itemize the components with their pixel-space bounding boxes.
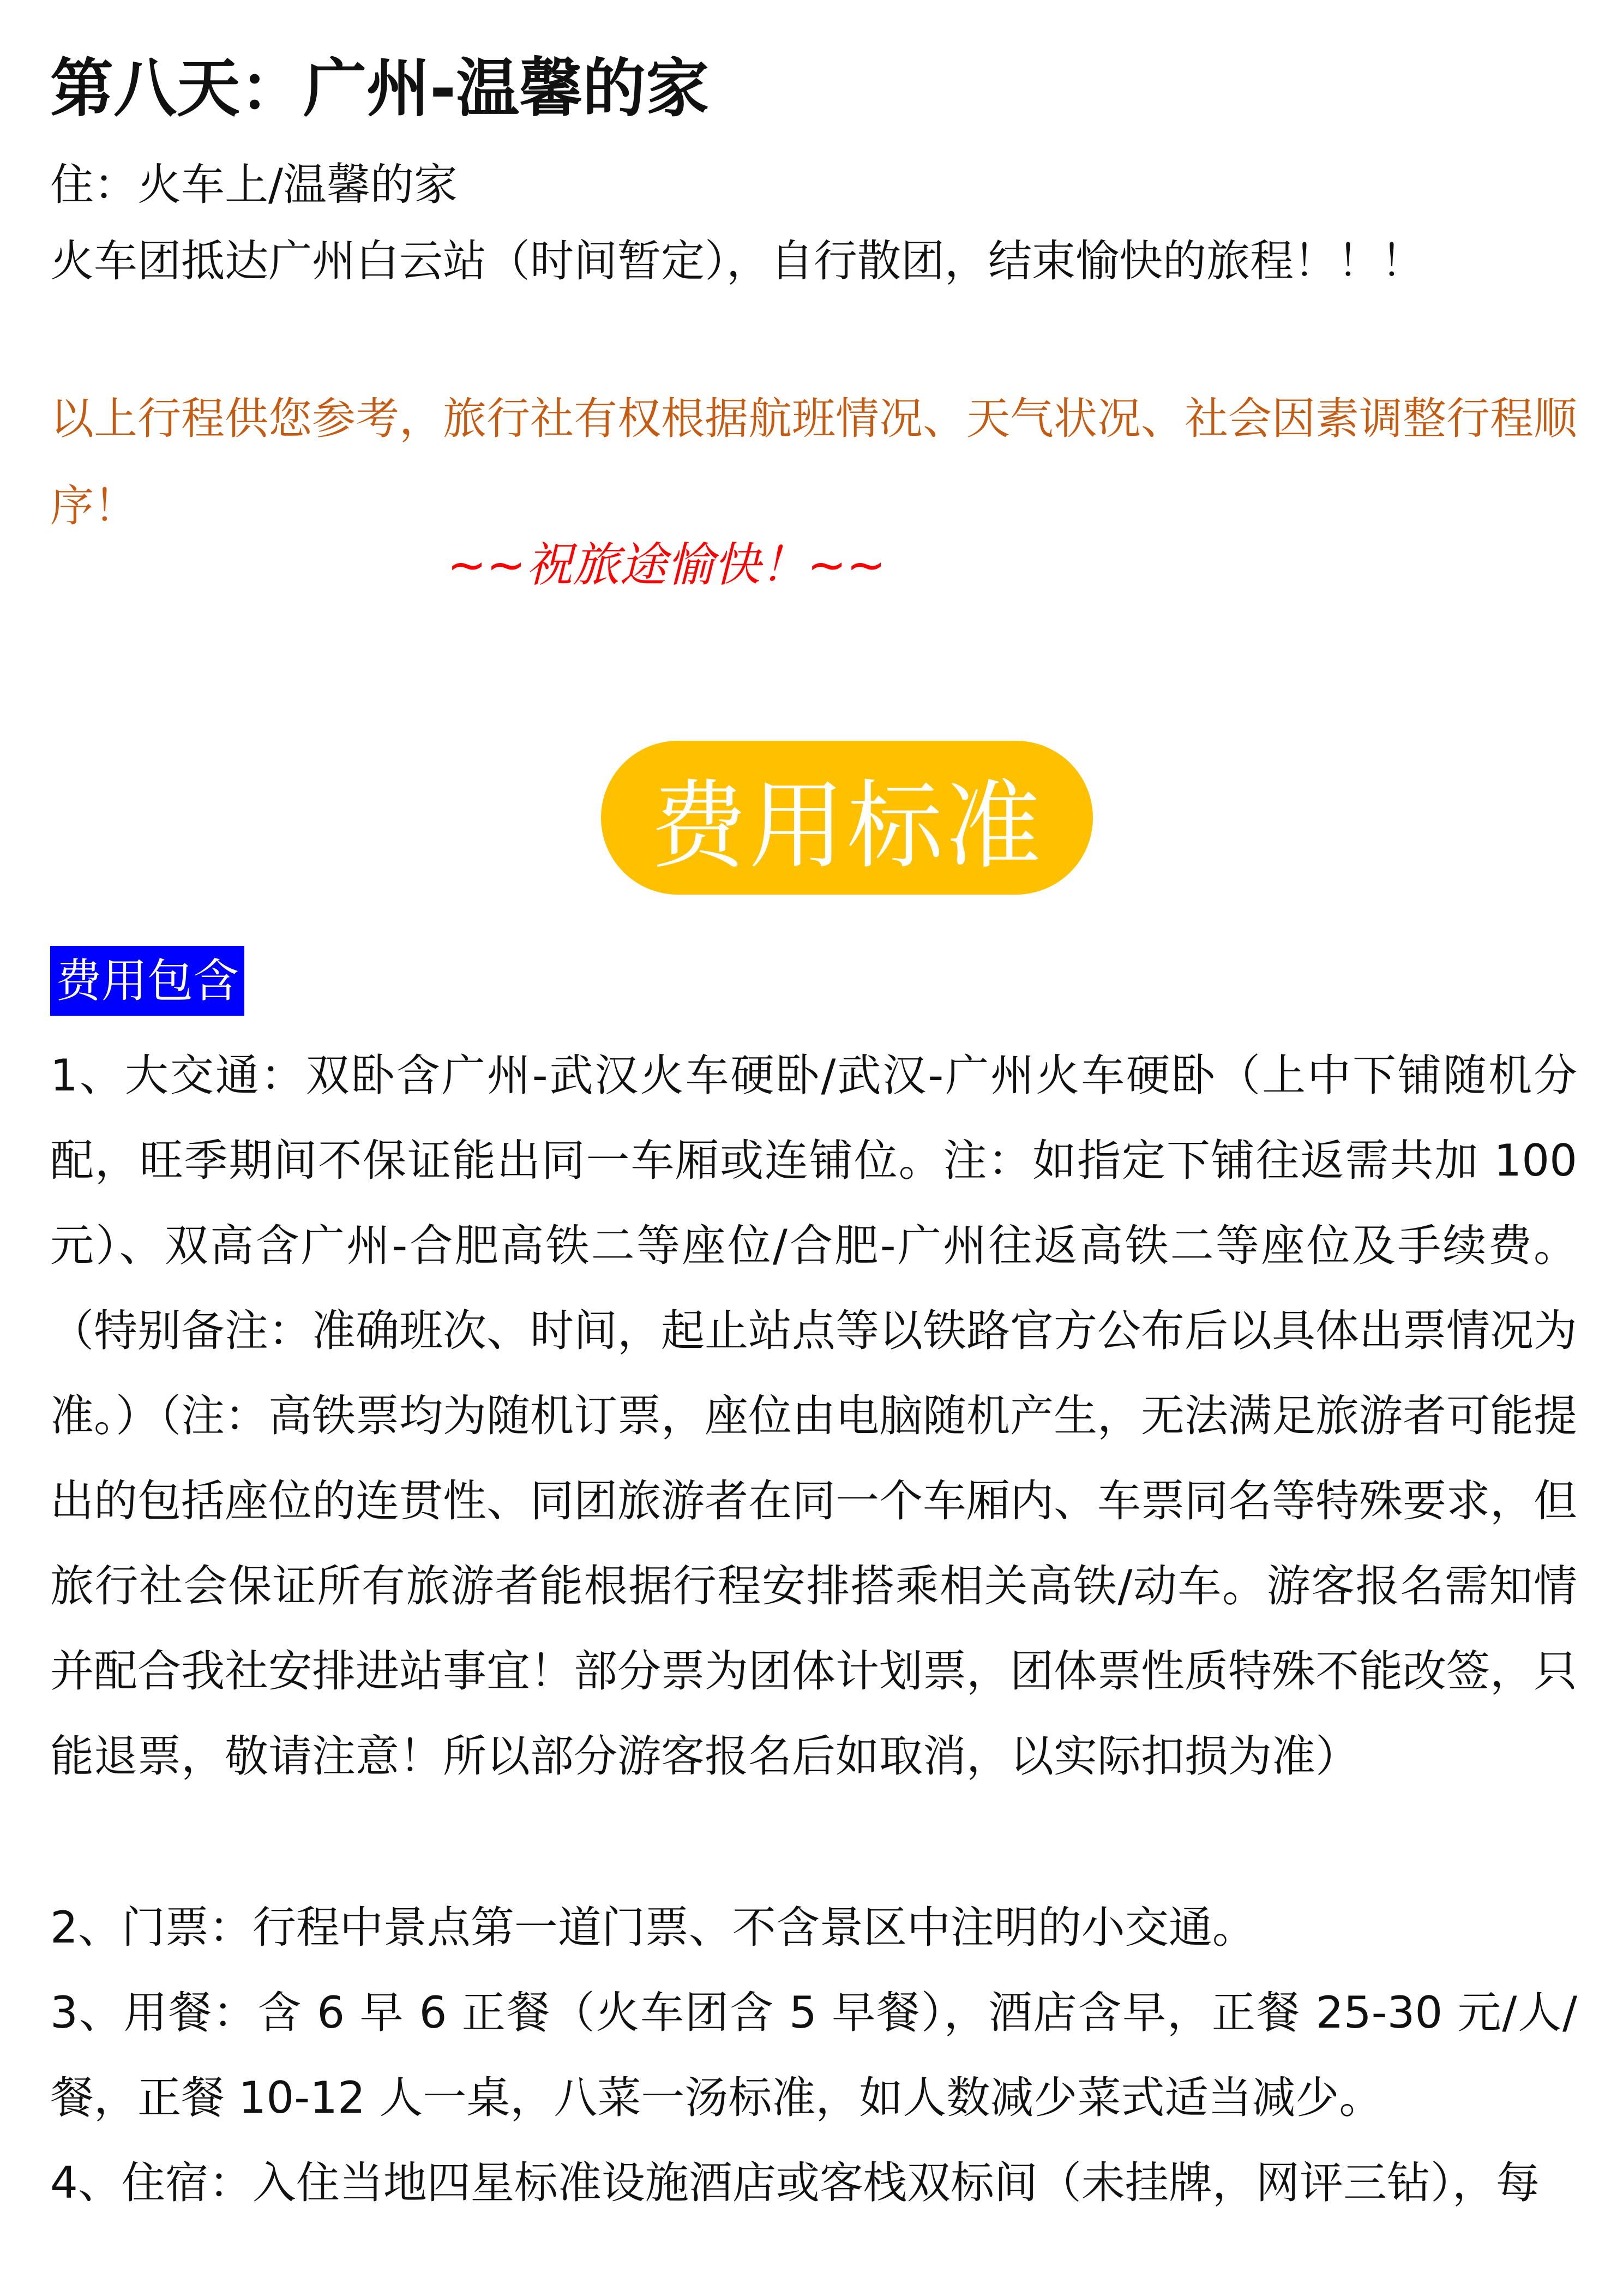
itinerary-notice: 以上行程供您参考，旅行社有权根据航班情况、天气状况、社会因素调整行程顺序！ bbox=[50, 393, 1577, 531]
fee-standard-banner bbox=[601, 741, 1093, 895]
fee-included-label: 费用包含 bbox=[50, 946, 244, 1016]
fee-standard-banner-label: 费用标准 bbox=[650, 770, 1043, 882]
travel-wish: ~~祝旅途愉快！~~ bbox=[447, 538, 886, 592]
fee-item-lodging: 4、住宿：入住当地四星标准设施酒店或客栈双标间（未挂牌，网评三钻），每 bbox=[50, 2157, 1540, 2208]
fee-item-transport-note: （注：高铁票均为随机订票，座位由电脑随机产生，无法满足旅游者可能提出的包括座位的连贯性、同团旅游者在同一个车厢内、车票同名等特殊要求，但旅行社会保证所有旅游者能根据行程安排搭乘相关高铁/动车。游客报名需知情并配合我社安排进站事宜！部分票为团体计划票，团体票性质特殊不能改签，只能退票，敬请注意！所以部分游客报名后如取消，以实际扣损为准） bbox=[50, 1390, 1577, 1782]
day-eight-detail: 火车团抵达广州白云站（时间暂定），自行散团，结束愉快的旅程！！！ bbox=[50, 236, 1424, 286]
fee-item-meals: 3、用餐：含 6 早 6 正餐（火车团含 5 早餐），酒店含早，正餐 25-30 元/人/餐，正餐 10-12 人一桌，八菜一汤标准，如人数减少菜式适当减少。 bbox=[50, 1987, 1577, 2123]
day-eight-title: 第八天：广州-温馨的家 bbox=[50, 52, 710, 125]
day-eight-stay: 住：火车上/温馨的家 bbox=[50, 159, 458, 210]
fee-item-transport: 1、大交通：双卧含广州-武汉火车硬卧/武汉-广州火车硬卧（上中下铺随机分配，旺季期间不保证能出同一车厢或连铺位。注：如指定下铺往返需共加 100 元）、双高含广州-合肥高铁二等座位/合肥-广州往返高铁二等座位及手续费。（特别备注：准确班次、时间，起止站点等以铁路官方公布后以具体出票情况为准。） bbox=[50, 1050, 1577, 1441]
fee-item-tickets: 2、门票：行程中景点第一道门票、不含景区中注明的小交通。 bbox=[50, 1902, 1256, 1953]
